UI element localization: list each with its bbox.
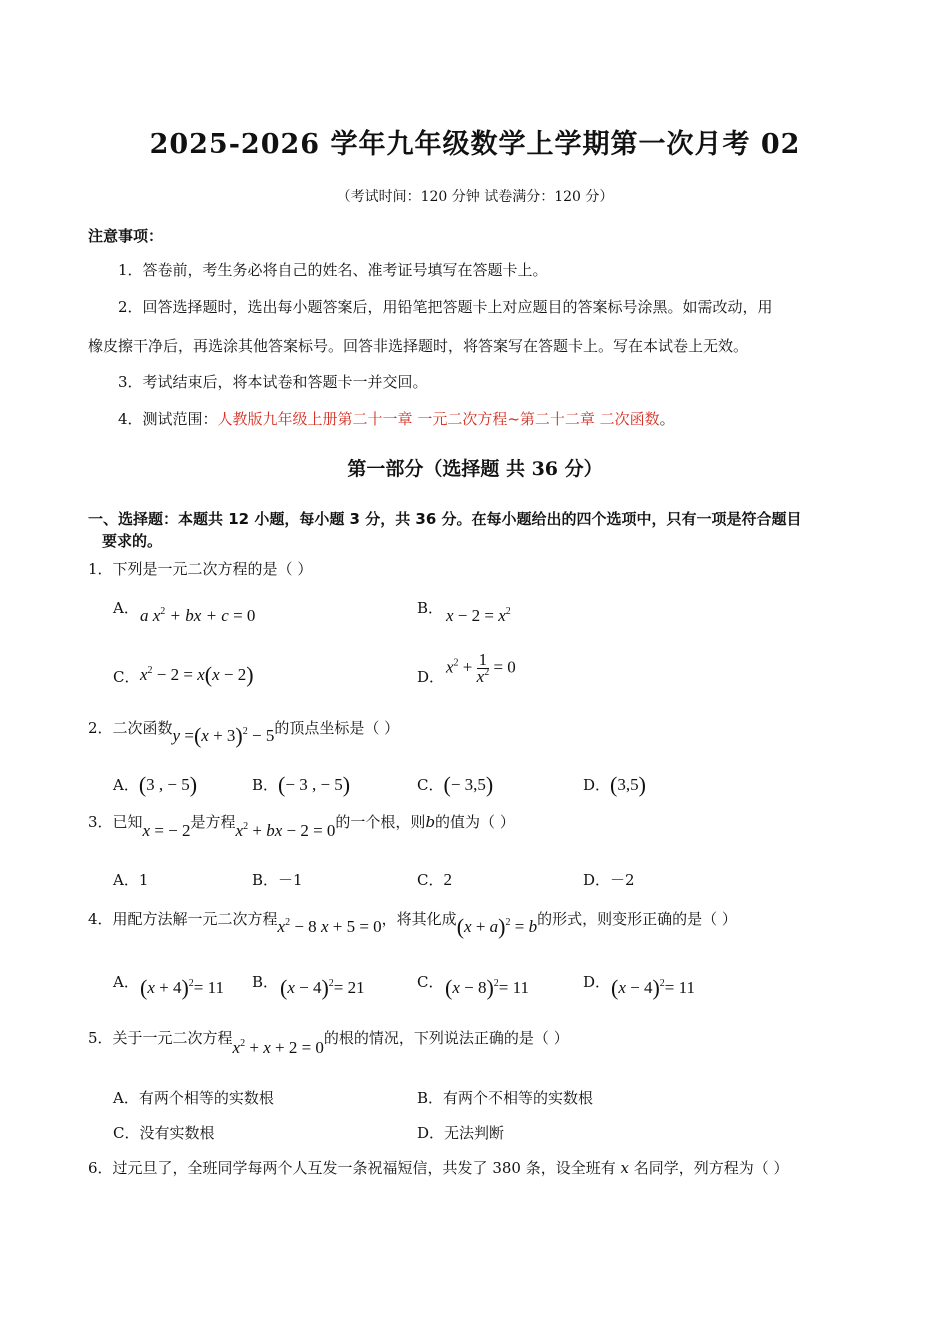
- q6-var-x: x: [620, 1159, 629, 1177]
- q2-option-b: [252, 774, 350, 795]
- page-title: 2025-2026 学年九年级数学上学期第一次月考 02: [149, 129, 801, 160]
- note-item-4: [118, 408, 675, 429]
- q1-option-d-math: $x^2$ + $\frac{1}{x^2}$ = 0: [446, 650, 516, 686]
- q2-option-c-label: C．: [417, 776, 444, 794]
- q6-stem-post: 名同学，列方程为（ ）: [633, 1159, 789, 1177]
- note-item-1: 1．答卷前，考生务必将自己的姓名、准考证号填写在答题卡上。: [118, 261, 548, 279]
- q5-stem-pre: 5．关于一元二次方程: [88, 1029, 233, 1047]
- q4-option-a-math: $(x + 4)^2= 11$: [140, 975, 225, 1000]
- q3-option-d: D．－2: [583, 871, 635, 889]
- q5-equation-math: $x^2 + x + 2 = 0$: [232, 1038, 324, 1057]
- q2-option-d: [583, 774, 646, 795]
- q4-stem-post: 的形式，则变形正确的是（ ）: [537, 910, 737, 928]
- q3-stem-mid: 是方程: [190, 813, 236, 831]
- q4-option-d-math: $(x - 4)^2= 11$: [611, 975, 696, 1000]
- q6-stem: [88, 1157, 789, 1178]
- q1-option-a-math: a $x^2$ + bx + c = 0: [140, 606, 256, 625]
- q3-option-c: [417, 869, 452, 890]
- q5-option-b: B．有两个不相等的实数根: [417, 1089, 594, 1107]
- q2-option-a-label: A．: [113, 776, 139, 794]
- q2-stem-pre: 2．二次函数: [88, 719, 173, 737]
- q3-root-math: x = − 2: [142, 821, 191, 840]
- section-line-2: 要求的。: [102, 532, 163, 550]
- q2-option-a-math: (3 , − 5): [138, 772, 198, 797]
- q1-stem: 1．下列是一元二次方程的是（ ）: [88, 560, 313, 578]
- q3-equation-math: $x^2$ + bx − 2 = 0: [235, 821, 336, 840]
- q2-option-b-math: (− 3 , − 5): [278, 772, 351, 797]
- scope-label: 4．测试范围：: [118, 410, 218, 428]
- q3-option-b: B．－1: [252, 871, 303, 889]
- q4-option-c-label: C．: [417, 973, 444, 991]
- q2-option-b-label: B．: [252, 776, 279, 794]
- q5-option-a: A．有两个相等的实数根: [113, 1089, 274, 1107]
- q1-option-d-label: D．: [417, 668, 445, 686]
- notes-heading: 注意事项：: [88, 227, 164, 245]
- q4-option-b-label: B．: [252, 973, 279, 991]
- q2-option-d-math: (3,5): [610, 772, 646, 797]
- q5-stem-post: 的根的情况，下列说法正确的是（ ）: [323, 1029, 569, 1047]
- q5-option-d: D．无法判断: [417, 1124, 505, 1142]
- part-heading: 第一部分（选择题 共 36 分）: [347, 458, 603, 480]
- q1-option-c-math: $x^2 - 2 = x(x - 2)$: [140, 662, 254, 687]
- q2-function-math: $y =(x + 3)^2 - 5$: [172, 723, 275, 748]
- q2-option-a: [113, 774, 197, 795]
- q2-stem-post: 的顶点坐标是（ ）: [274, 719, 400, 737]
- q6-stem-pre: 6．过元旦了，全班同学每两个人互发一条祝福短信，共发了 380 条，设全班有: [88, 1159, 616, 1177]
- q2-option-c-math: (− 3,5): [443, 772, 494, 797]
- q4-option-b-math: $(x - 4)^2= 21$: [280, 975, 365, 1000]
- q4-option-a-label: A．: [113, 973, 139, 991]
- q3-stem: [88, 811, 515, 840]
- q1-option-b-math: $x - 2 = x^2$: [446, 606, 511, 625]
- q2-option-c: [417, 774, 493, 795]
- q1-option-a-label: A．: [113, 599, 139, 617]
- section-instructions: [88, 508, 858, 552]
- q1-option-b-label: B．: [417, 599, 444, 617]
- q3-option-c-value: 2: [443, 870, 452, 889]
- note-item-3: 3．考试结束后，将本试卷和答题卡一并交回。: [118, 373, 428, 391]
- q4-equation-math: $x^2 - 8$ x + 5 = 0: [277, 917, 382, 936]
- scope-value: 人教版九年级上册第二十一章 一元二次方程~第二十二章 二次函数: [217, 410, 660, 428]
- q4-stem: [88, 908, 737, 939]
- q3-option-a: A．1: [113, 871, 149, 889]
- q2-option-d-label: D．: [583, 776, 611, 794]
- q5-option-c: C．没有实数根: [113, 1124, 215, 1142]
- q5-stem: [88, 1027, 569, 1057]
- section-line-1: 一、选择题：本题共 12 小题，每小题 3 分，共 36 分。在每小题给出的四个选项中，只有一项是符合题目: [88, 510, 802, 528]
- q4-stem-pre: 4．用配方法解一元二次方程: [88, 910, 278, 928]
- q2-stem: [88, 717, 400, 748]
- q4-option-c-math: $(x - 8)^2= 11$: [445, 975, 530, 1000]
- note-item-2-cont: 橡皮擦干净后，再选涂其他答案标号。回答非选择题时，将答案写在答题卡上。写在本试卷上无效。: [88, 337, 749, 355]
- q3-stem-post-b: 的值为（ ）: [435, 813, 515, 831]
- q4-option-d-label: D．: [583, 973, 611, 991]
- q3-option-c-label: C．: [417, 871, 444, 889]
- q3-var-b: b: [425, 813, 436, 831]
- scope-end: 。: [659, 410, 675, 428]
- q4-form-math: $(x + a)^2 = b$: [456, 914, 538, 939]
- q4-stem-mid: ，将其化成: [381, 910, 457, 928]
- exam-info: （考试时间：120 分钟 试卷满分：120 分）: [336, 189, 614, 205]
- note-item-2: 2．回答选择题时，选出每小题答案后，用铅笔把答题卡上对应题目的答案标号涂黑。如需改动，用: [118, 298, 773, 316]
- q3-stem-post-a: 的一个根，则: [335, 813, 426, 831]
- q1-option-c-label: C．: [113, 668, 140, 686]
- q3-stem-pre: 3．已知: [88, 813, 143, 831]
